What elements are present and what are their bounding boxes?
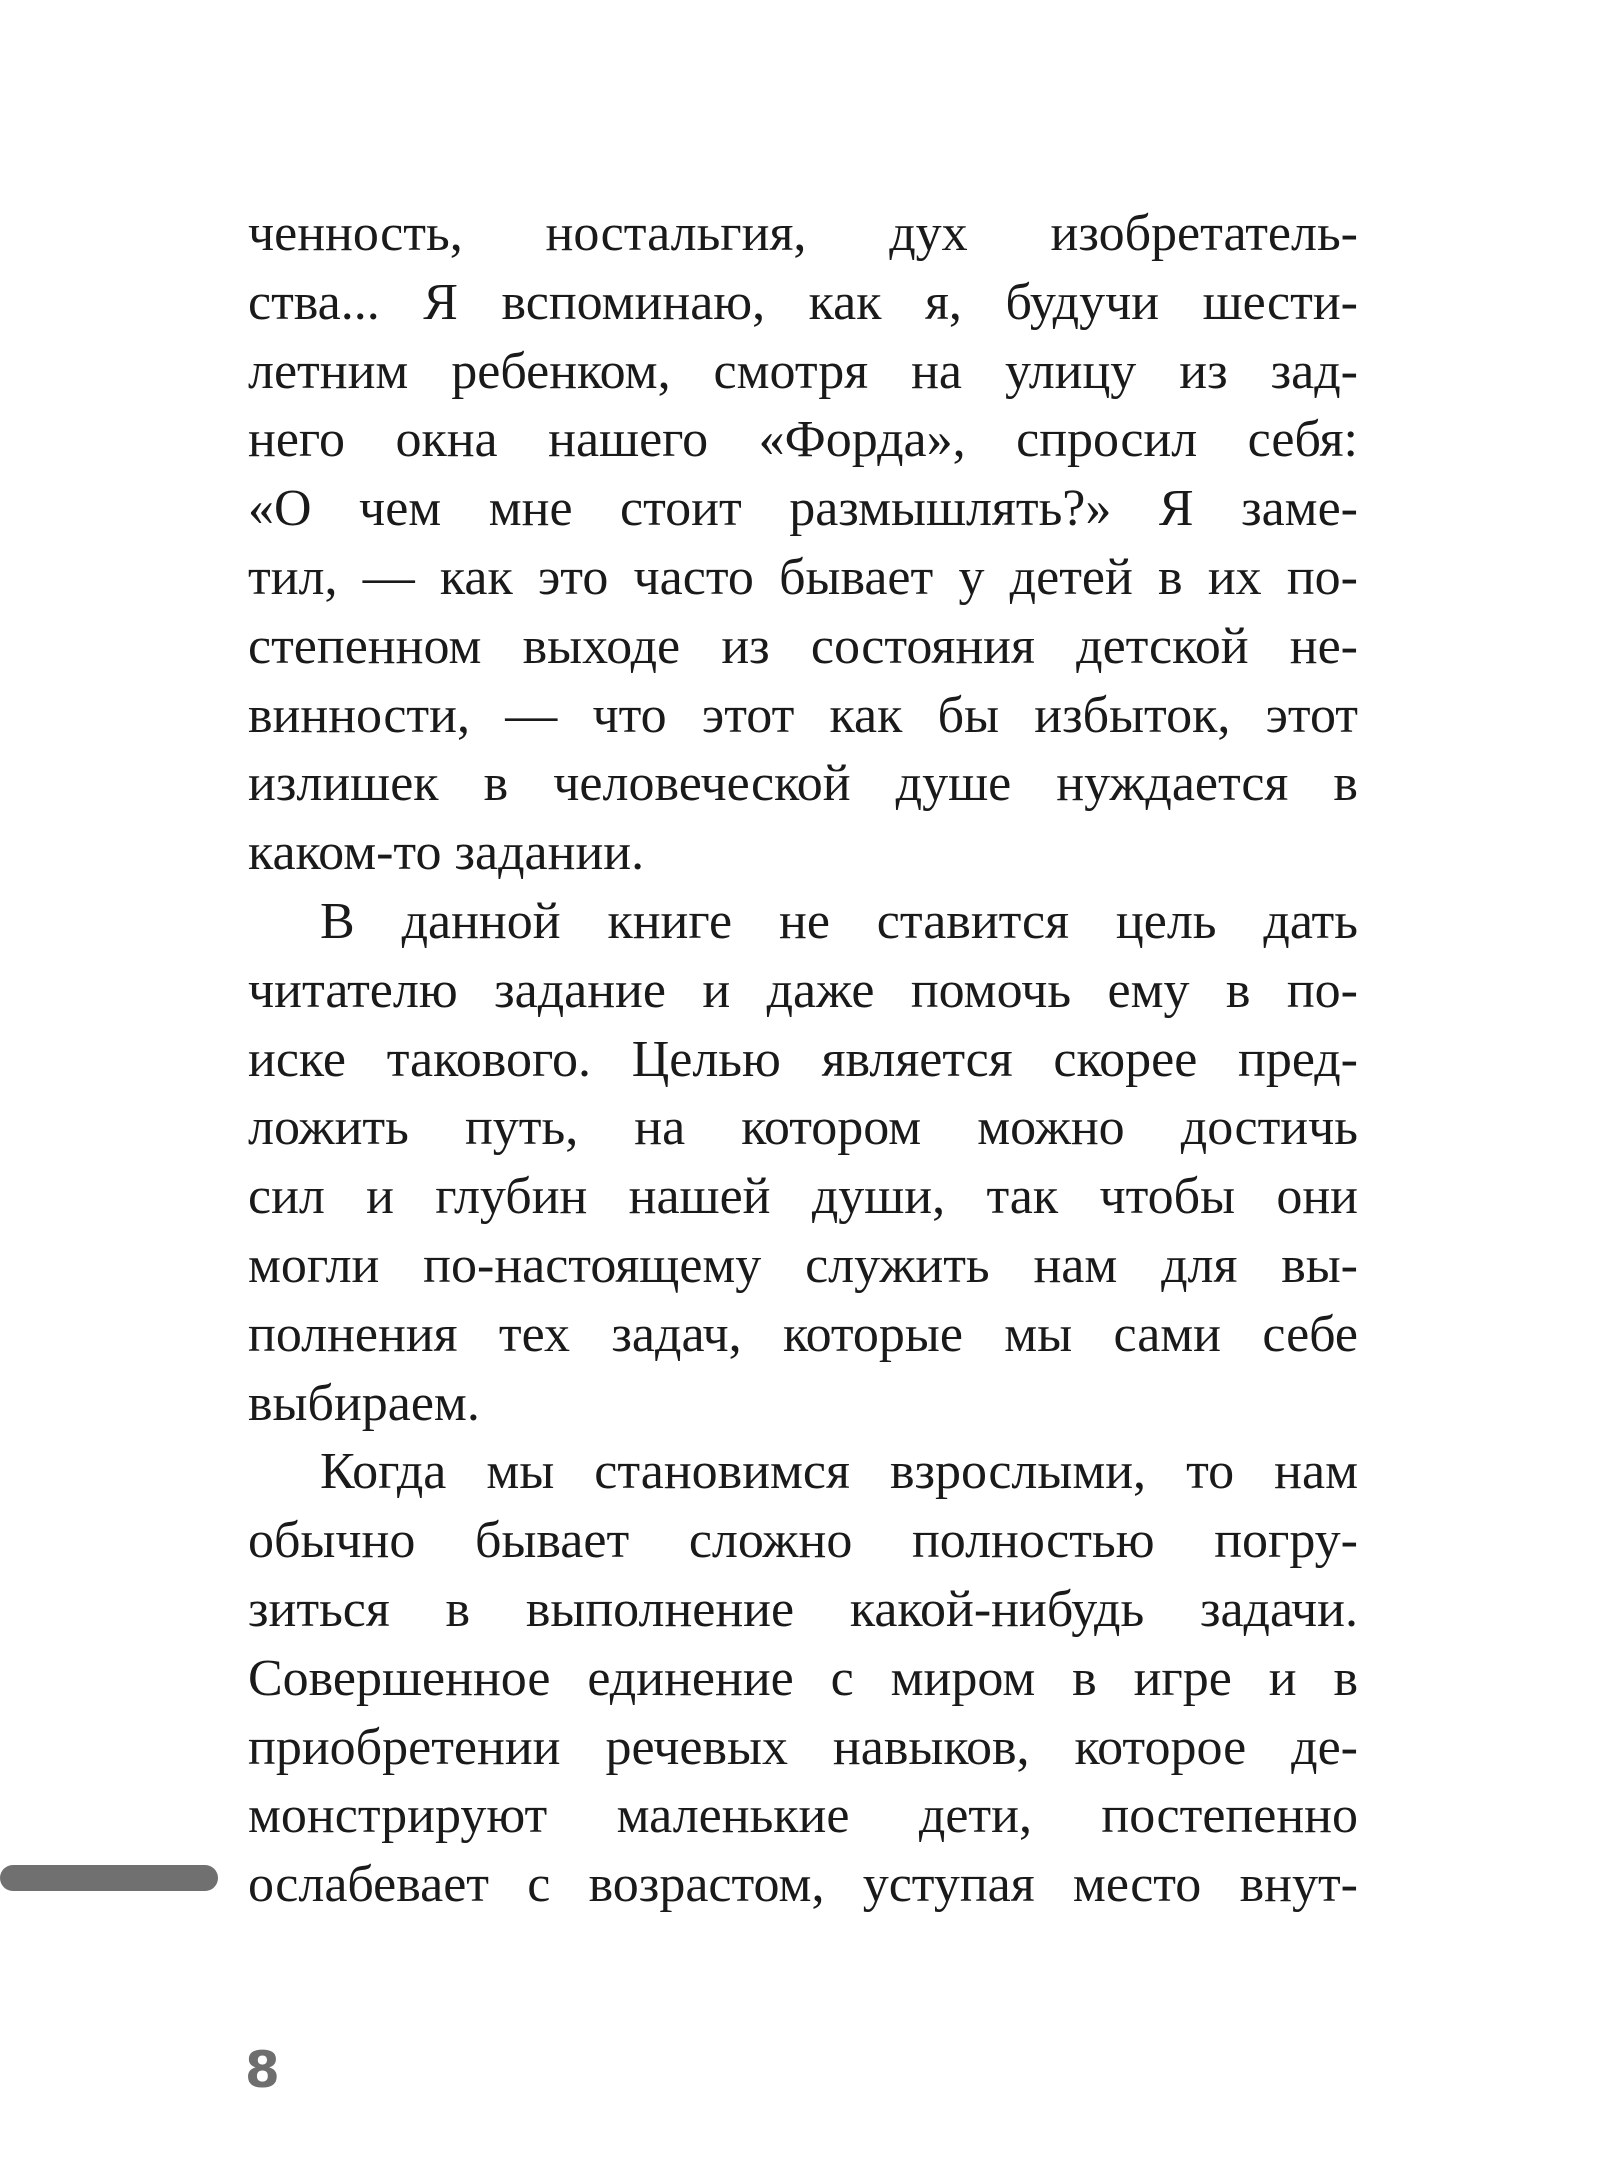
text-line: ложить путь, на котором можно достичь: [248, 1099, 1358, 1157]
text-line: могли по-настоящему служить нам для вы-: [248, 1236, 1358, 1294]
text-line: излишек в человеческой душе нуждается в: [248, 755, 1358, 813]
text-line: каком-то задании.: [248, 824, 645, 882]
text-line: винности, — что этот как бы избыток, этот: [248, 686, 1358, 744]
text-line: Совершенное единение с миром в игре и в: [248, 1649, 1358, 1707]
text-line: ченность, ностальгия, дух изобретатель-: [248, 205, 1358, 262]
text-line: полнения тех задач, которые мы сами себе: [248, 1305, 1358, 1363]
text-line: ослабевает с возрастом, уступая место внут-: [248, 1856, 1358, 1914]
margin-tab-marker: [0, 1865, 218, 1891]
text-line: читателю задание и даже помочь ему в по-: [248, 961, 1358, 1019]
text-line: Когда мы становимся взрослыми, то нам: [320, 1443, 1358, 1501]
text-line: монстрируют маленькие дети, постепенно: [248, 1787, 1358, 1845]
text-line: иске такового. Целью является скорее пред-: [248, 1030, 1358, 1088]
page-number: 8: [245, 2041, 280, 2099]
text-line: тил, — как это часто бывает у детей в их по-: [248, 548, 1358, 606]
text-line: летним ребенком, смотря на улицу из зад-: [248, 342, 1358, 400]
text-line: зиться в выполнение какой-нибудь задачи.: [248, 1580, 1358, 1638]
text-line: обычно бывает сложно полностью погру-: [248, 1512, 1358, 1570]
text-line: него окна нашего «Форда», спросил себя:: [248, 411, 1358, 469]
text-line: ства... Я вспоминаю, как я, будучи шести-: [248, 273, 1358, 331]
text-line: сил и глубин нашей души, так чтобы они: [248, 1168, 1358, 1226]
text-line: степенном выходе из состояния детской не-: [248, 617, 1358, 675]
text-line: «О чем мне стоит размышлять?» Я заме-: [248, 480, 1358, 538]
text-line: выбираем.: [248, 1374, 480, 1432]
text-line: приобретении речевых навыков, которое де-: [248, 1718, 1358, 1776]
text-line: В данной книге не ставится цель дать: [320, 892, 1358, 950]
body-text: [248, 200, 1358, 1920]
